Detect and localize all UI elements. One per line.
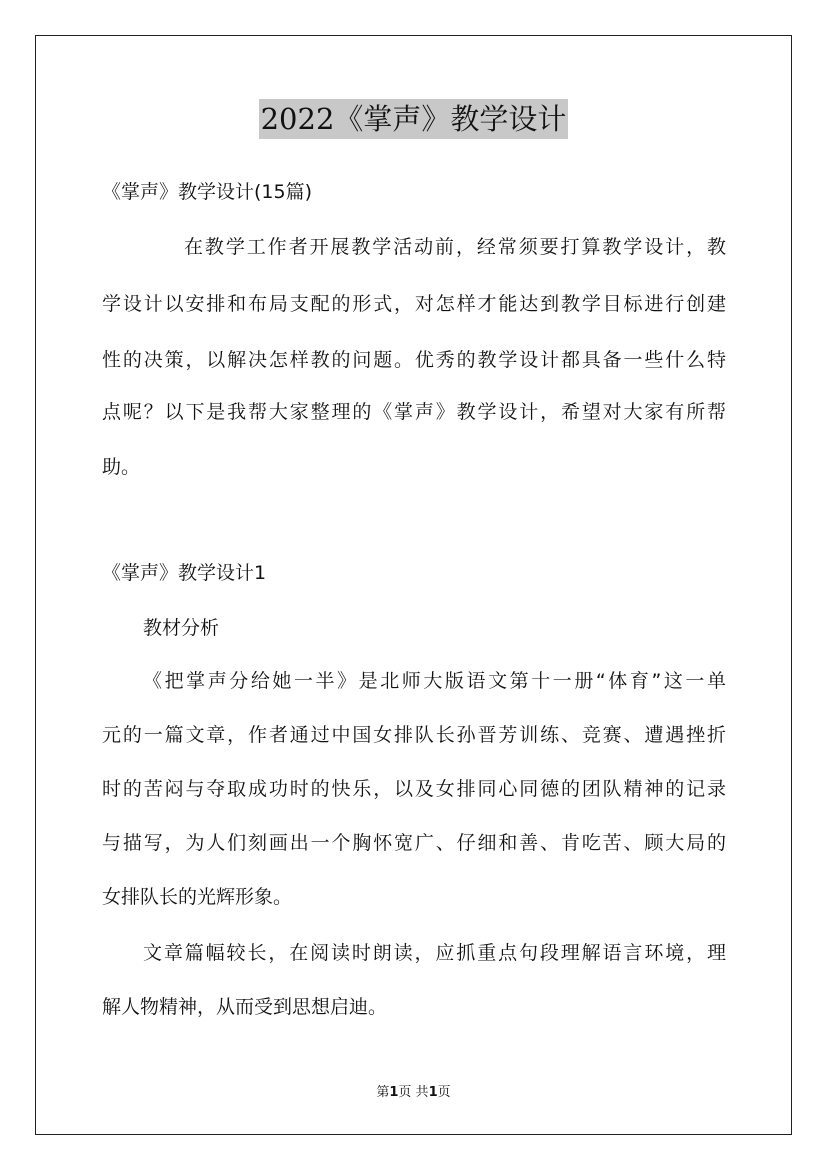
para1-line-4: 与描写，为人们刻画出一个胸怀宽广、仔细和善、肯吃苦、顾大局的 [102,832,726,854]
title-container [0,99,827,139]
intro-line-3: 性的决策，以解决怎样教的问题。优秀的教学设计都具备一些什么特 [102,349,726,371]
footer-current-page: 1 [389,1085,399,1100]
footer-total-pages: 1 [428,1085,438,1100]
intro-line-2: 学设计以安排和布局支配的形式，对怎样才能达到教学目标进行创建 [102,293,726,315]
para1-line-3: 时的苦闷与夺取成功时的快乐，以及女排同心同德的团队精神的记录 [102,778,726,800]
footer-prefix: 第 [376,1085,390,1100]
page-number-footer [0,1084,827,1102]
para2-line-1: 文章篇幅较长，在阅读时朗读，应抓重点句段理解语言环境，理 [143,942,726,964]
document-subtitle: 《掌声》教学设计(15篇) [102,181,313,203]
para1-line-5: 女排队长的光辉形象。 [102,886,293,908]
intro-line-5: 助。 [102,456,141,478]
intro-line-4: 点呢？以下是我帮大家整理的《掌声》教学设计，希望对大家有所帮 [102,401,726,423]
intro-line-1: 在教学工作者开展教学活动前，经常须要打算教学设计，教 [184,236,726,258]
section-heading: 《掌声》教学设计1 [102,562,267,584]
para2-line-2: 解人物精神，从而受到思想启迪。 [102,996,388,1018]
subheading: 教材分析 [143,617,220,639]
footer-suffix: 页 [437,1085,451,1100]
document-title: 2022《掌声》教学设计 [259,99,569,139]
footer-mid: 页 共 [398,1085,429,1100]
para1-line-1: 《把掌声分给她一半》是北师大版语文第十一册“体育”这一单 [143,670,726,692]
para1-line-2: 元的一篇文章，作者通过中国女排队长孙晋芳训练、竞赛、遭遇挫折 [102,724,726,746]
